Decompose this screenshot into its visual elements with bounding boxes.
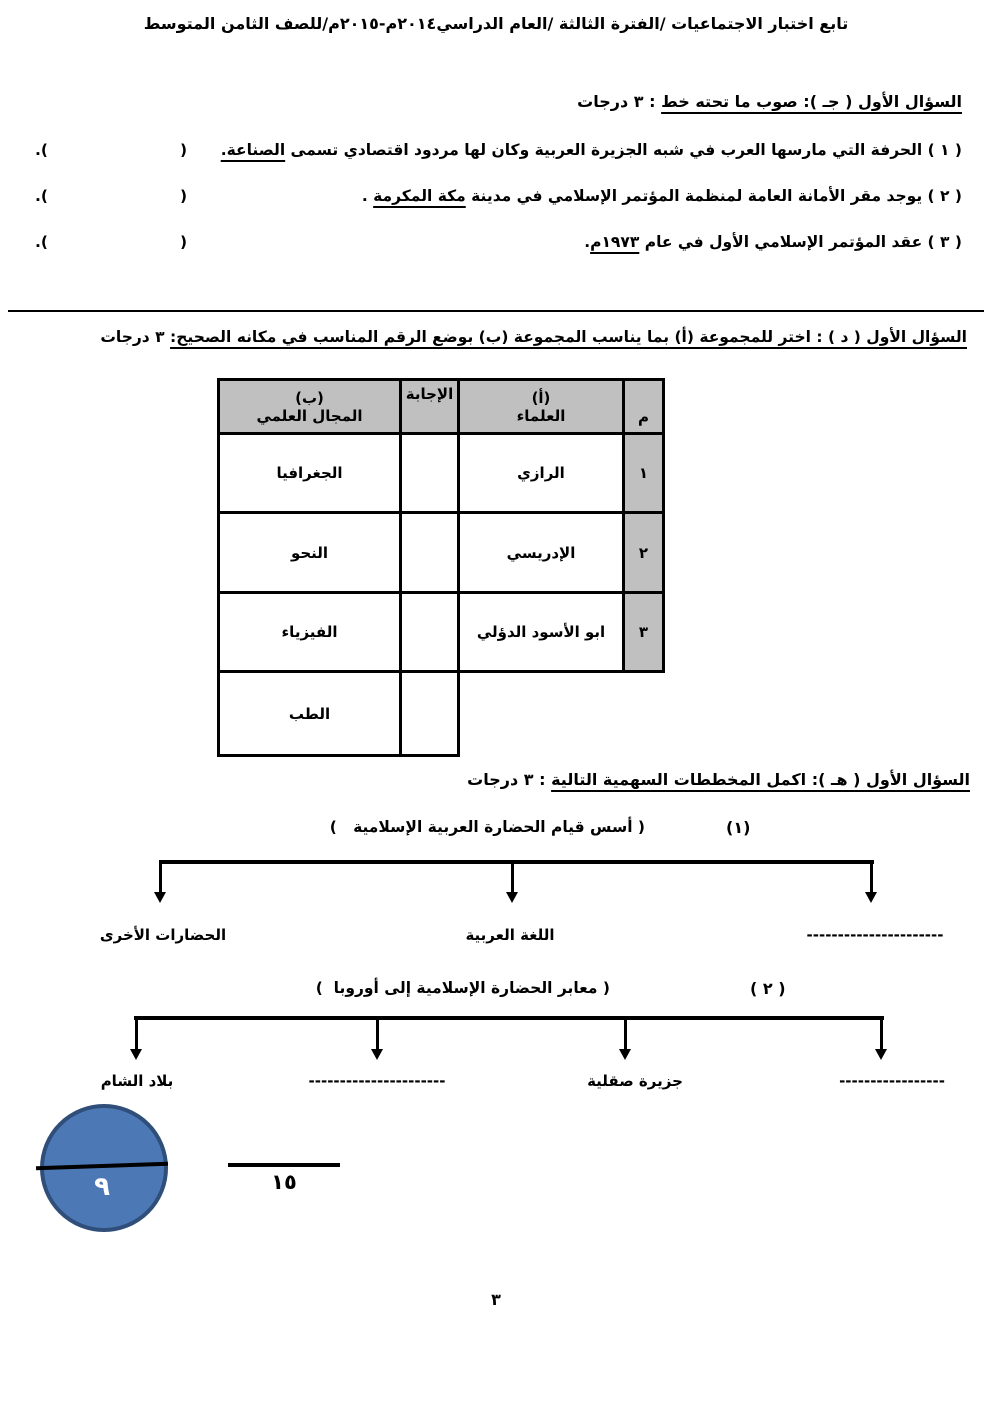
answer-paren-close: ). bbox=[35, 141, 48, 159]
diagram1-label-arabic-language: اللغة العربية bbox=[465, 926, 555, 944]
question-line-1 bbox=[30, 141, 962, 169]
arrow-stem bbox=[880, 1016, 883, 1050]
diagram2-title: ( معابر الحضارة الإسلامية إلى أوروبا ) bbox=[315, 979, 610, 997]
matching-table bbox=[217, 378, 665, 757]
header-num: م bbox=[624, 380, 664, 434]
table-row bbox=[219, 513, 664, 593]
arrow-down-icon bbox=[130, 1049, 142, 1060]
arrow-down-icon bbox=[875, 1049, 887, 1060]
diagram2-blank-placeholder: ----------------- bbox=[839, 1072, 945, 1090]
score-total: ١٥ bbox=[271, 1170, 297, 1194]
arrow-stem bbox=[511, 860, 514, 893]
header-field: (ب) المجال العلمي bbox=[219, 380, 401, 434]
section-d-title: السؤال الأول ( د ) : اختر للمجموعة (أ) بما يناسب المجموعة (ب) بوضع الرقم المناسب في مكانه الصحيح: bbox=[170, 328, 967, 346]
empty-area bbox=[459, 672, 624, 756]
scholar-cell: الرازي bbox=[459, 434, 624, 513]
answer-paren-open: ( bbox=[180, 233, 188, 251]
row-num: ٣ bbox=[624, 593, 664, 672]
arrow-down-icon bbox=[619, 1049, 631, 1060]
diagram1-title: ( أسس قيام الحضارة العربية الإسلامية ) bbox=[329, 818, 645, 836]
section-e-points: : ٣ درجات bbox=[467, 770, 552, 789]
page-number: ٣ bbox=[491, 1290, 501, 1309]
diagram1-connector-line bbox=[160, 860, 874, 864]
arrow-stem bbox=[159, 860, 162, 893]
row-num: ٢ bbox=[624, 513, 664, 593]
table-row bbox=[219, 434, 664, 513]
row-num: ١ bbox=[624, 434, 664, 513]
section-e-title: السؤال الأول ( هـ ): اكمل المخططات السهمية التالية bbox=[551, 770, 970, 789]
arrow-stem bbox=[624, 1016, 627, 1050]
diagram1-blank-placeholder: ---------------------- bbox=[806, 926, 944, 944]
arrow-down-icon bbox=[506, 892, 518, 903]
answer-paren-open: ( bbox=[180, 141, 188, 159]
section-d-points: ٣ درجات bbox=[100, 328, 171, 346]
answer-cell bbox=[401, 434, 459, 513]
table-row bbox=[219, 593, 664, 672]
question-line-3 bbox=[30, 233, 962, 261]
diagram1-label-other-civilizations: الحضارات الأخرى bbox=[99, 926, 227, 944]
header-answer: الإجابة bbox=[401, 380, 459, 434]
header-scholars: (أ) العلماء bbox=[459, 380, 624, 434]
table-header-row bbox=[219, 380, 664, 434]
section-e-heading bbox=[467, 770, 970, 789]
question-1-text: ( ١ ) الحرفة التي مارسها العرب في شبه الجزيرة العربية وكان لها مردود اقتصادي تسمى الصناعة. bbox=[220, 141, 962, 159]
underlined-term: ١٩٧٣م bbox=[590, 233, 640, 251]
scholar-cell: الإدريسي bbox=[459, 513, 624, 593]
scholar-cell: ابو الأسود الدؤلي bbox=[459, 593, 624, 672]
question-2-text: ( ٢ ) يوجد مقر الأمانة العامة لمنظمة المؤتمر الإسلامي في مدينة مكة المكرمة . bbox=[361, 187, 962, 205]
diagram2-number: ( ٢ ) bbox=[750, 979, 786, 998]
question-3-text: ( ٣ ) عقد المؤتمر الإسلامي الأول في عام ١٩٧٣م. bbox=[584, 233, 962, 251]
section-c-points: : ٣ درجات bbox=[577, 92, 662, 111]
arrow-down-icon bbox=[154, 892, 166, 903]
score-total-line bbox=[228, 1163, 340, 1167]
section-c-heading bbox=[577, 92, 962, 111]
answer-paren-open: ( bbox=[180, 187, 188, 205]
field-cell: الفيزياء bbox=[219, 593, 401, 672]
answer-paren-close: ). bbox=[35, 187, 48, 205]
answer-cell bbox=[401, 513, 459, 593]
section-c-title: السؤال الأول ( جـ ): صوب ما تحته خط bbox=[661, 92, 962, 111]
arrow-stem bbox=[135, 1016, 138, 1050]
field-cell: النحو bbox=[219, 513, 401, 593]
answer-paren-close: ). bbox=[35, 233, 48, 251]
answer-cell bbox=[401, 672, 459, 756]
field-cell: الطب bbox=[219, 672, 401, 756]
arrow-stem bbox=[870, 860, 873, 893]
underlined-term: مكة المكرمة bbox=[373, 187, 466, 205]
diagram1-number: (١) bbox=[726, 818, 751, 837]
empty-area bbox=[624, 672, 664, 756]
table-row-partial bbox=[219, 672, 664, 756]
section-d-heading bbox=[100, 328, 967, 346]
question-line-2 bbox=[30, 187, 962, 215]
answer-cell bbox=[401, 593, 459, 672]
arrow-down-icon bbox=[371, 1049, 383, 1060]
underlined-term: الصناعة. bbox=[220, 141, 286, 159]
score-obtained: ٩ bbox=[94, 1172, 110, 1202]
diagram2-label-sicily: جزيرة صقلية bbox=[587, 1072, 683, 1090]
document-header: تابع اختبار الاجتماعيات /الفترة الثالثة /العام الدراسي٢٠١٤م-٢٠١٥م/للصف الثامن المتوسط bbox=[143, 14, 849, 33]
field-cell: الجغرافيا bbox=[219, 434, 401, 513]
arrow-stem bbox=[376, 1016, 379, 1050]
diagram2-connector-line bbox=[134, 1016, 884, 1020]
diagram2-label-bilad-alsham: بلاد الشام bbox=[100, 1072, 174, 1090]
diagram2-blank-placeholder: ---------------------- bbox=[308, 1072, 446, 1090]
arrow-down-icon bbox=[865, 892, 877, 903]
section-divider bbox=[8, 310, 984, 312]
